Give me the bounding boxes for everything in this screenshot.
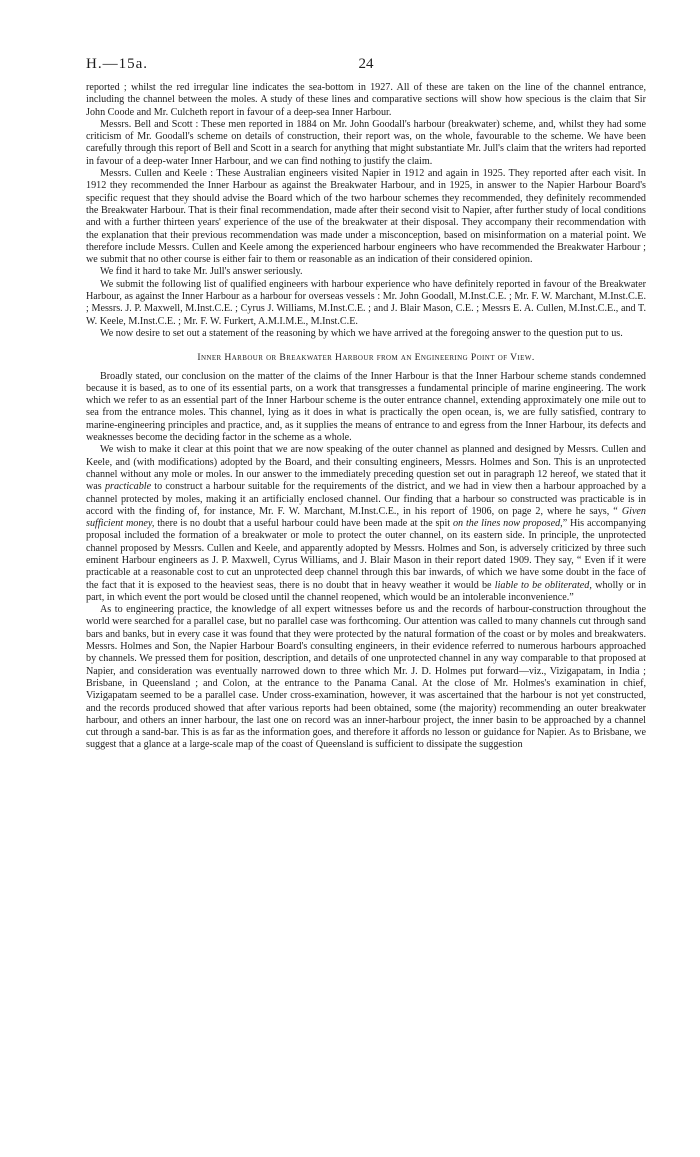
text-run: ” His accompanying proposal included the formation of a breakwater or mole to protect the outer channel, on its eastern side. In principle, the unprotected channel proposed by Messrs. Cullen and Keele, and apparently adopted by Messrs. Holmes and Son, is adversely criticized by three such eminent Harbour engineers as J. P. Maxwell, Cyrus Williams, and J. Blair Mason in their report dated 1909. They say, “ Even if it were practicable at a reasonable cost to cut an unprotected deep channel through this bar inwards, of which we have some doubt in the face of the fact that it is exposed to the heaviest seas, there is no doubt that in heavy weather it would be <box>86 518 646 591</box>
page-header <box>86 0 646 72</box>
document-body <box>86 82 646 752</box>
paragraph-outer-channel <box>86 444 646 604</box>
text-run: wholly or in part, in which event the port would be closed until the channel reopened, which would be an intolerable inconvenience.” <box>86 579 647 603</box>
italic-run: liable to be obliterated, <box>494 579 592 591</box>
paragraph: We now desire to set out a statement of the reasoning by which we have arrived at the foregoing answer to the question put to us. <box>100 327 623 339</box>
italic-run: practicable <box>104 481 152 493</box>
paragraph: We find it hard to take Mr. Jull's answer seriously. <box>100 266 303 278</box>
paragraph: We submit the following list of qualified engineers with harbour experience who have definitely reported in favour of the Breakwater Harbour, as against the Inner Harbour as a harbour for overseas vessels : Mr. John Goodall, M.Inst.C.E. ; Mr. F. W. Marchant, M.Inst.C.E. ; Messrs. J. P. Maxwell, M.Inst.C.E. ; Cyrus J. Williams, M.Inst.C.E. ; and J. Blair Mason, C.E. ; Messrs E. A. Cullen, M.Inst.C.E., and T. W. Keele, M.Inst.C.E. ; Mr. F. W. Furkert, A.M.I.M.E., M.Inst.C.E. <box>86 278 646 327</box>
text-run: there is no doubt that a useful harbour could have been made at the spit <box>154 518 453 530</box>
document-reference: H.—15a. <box>86 56 148 72</box>
text-run: to construct a harbour suitable for the requirements of the district, and we had in view then a harbour approached by a channel protected by moles, making it an artificially enclosed channel. Our finding that a harbour so constructed was practicable is in accord with the finding of, for instance, Mr. F. W. Marchant, M.Inst.C.E., in his report of 1906, on page 2, where he says, “ <box>86 481 646 517</box>
paragraph: Messrs. Bell and Scott : These men reported in 1884 on Mr. John Goodall's harbour (breakwater) scheme, and, whilst they had some criticism of Mr. Goodall's scheme on details of construction, their report was, on the whole, favourable to the scheme. We have been carefully through this report of Bell and Scott in a search for anything that might substantiate Mr. Jull's claim that the writers had reported in favour of a deep-water Inner Harbour, and we can find nothing to justify the claim. <box>86 118 646 167</box>
paragraph: Broadly stated, our conclusion on the matter of the claims of the Inner Harbour is that the Inner Harbour scheme stands condemned because it is based, as to one of its essential parts, on a work that transgresses a fundamental principle of marine engineering. The work which we refer to as an essential part of the Inner Harbour scheme is the outer entrance channel, extending approximately one mile out to sea from the entrance moles. This channel, lying as it does in what is practically the open ocean, is, we are fully satisfied, contrary to marine-engineering principles and practice, and, as it supplies the means of entrance to and egress from the Inner Harbour, its defects and weaknesses become the deciding factor in the scheme as a whole. <box>86 370 646 444</box>
italic-run: on the lines now proposed, <box>452 518 563 530</box>
text-run: We wish to make it clear at this point that we are now speaking of the outer channel as planned and designed by Messrs. Cullen and Keele, and (with modifications) adopted by the Board, and their consulting engineers, Messrs. Holmes and Son. This is an unprotected channel without any mole or moles. In our answer to the immediately preceding question set out in paragraph 12 hereof, we stated that it was <box>86 444 646 493</box>
paragraph: Messrs. Cullen and Keele : These Australian engineers visited Napier in 1912 and again in 1925. They reported after each visit. In 1912 they recommended the Inner Harbour as against the Breakwater Harbour, and in 1925, in answer to the Napier Harbour Board's specific request that they should advise the Board which of the two harbour schemes they recommended, they definitely recommended the Breakwater Harbour. That is their final recommendation, made after their second visit to Napier, after further study of local conditions and with a further thirteen years' experience of the use of the breakwater at their disposal. They accompany their recommendation with the explanation that their previous recommendation was made under a misconception, based on misinformation on a material point. We therefore include Messrs. Cullen and Keele among the experienced harbour engineers who have recommended the Breakwater Harbour ; we submit that no other course is either fair to them or reasonable as an indication of their considered opinion. <box>86 168 646 266</box>
section-heading: Inner Harbour or Breakwater Harbour from an Engineering Point of View. <box>197 352 535 364</box>
paragraph: reported ; whilst the red irregular line indicates the sea-bottom in 1927. All of these are taken on the line of the channel entrance, including the channel between the moles. A study of these lines and comparative sections will show how specious is the claim that Sir John Coode and Mr. Culcheth report in favour of a deep-sea Inner Harbour. <box>86 82 646 118</box>
paragraph: As to engineering practice, the knowledge of all expert witnesses before us and the records of harbour-construction throughout the world were searched for a parallel case, but no parallel case was forthcoming. Our attention was called to many channels cut through sand bars and banks, but in every case it was found that they were protected by the natural formation of the coast or by moles and breakwaters. Messrs. Holmes and Son, the Napier Harbour Board's consulting engineers, in their evidence referred to numerous harbours approached by channels. We pressed them for position, description, and details of one unprotected channel in any way comparable to that proposed at Napier, and consideration was eventually narrowed down to three which Mr. J. D. Holmes put forward—viz., Vizigapatam, in India ; Brisbane, in Queensland ; and Colon, at the entrance to the Panama Canal. At the close of Mr. Holmes's examination in chief, Vizigapatam seemed to be a parallel case. Under cross-examination, however, it was ascertained that the harbour is not yet constructed, and the records produced showed that after various reports had been obtained, some (the majority) recommending an outer breakwater harbour, and others an inner harbour, the last one on record was an inner-harbour project, the inner basin to be approached by a channel cut through a sand-bar. This is as far as the information goes, and therefore it affords no lesson or guidance for Napier. As to Brisbane, we suggest that a glance at a large-scale map of the coast of Queensland is sufficient to dissipate the suggestion <box>86 604 646 751</box>
page-number: 24 <box>358 56 374 72</box>
italic-run: Given sufficient money, <box>86 505 646 530</box>
